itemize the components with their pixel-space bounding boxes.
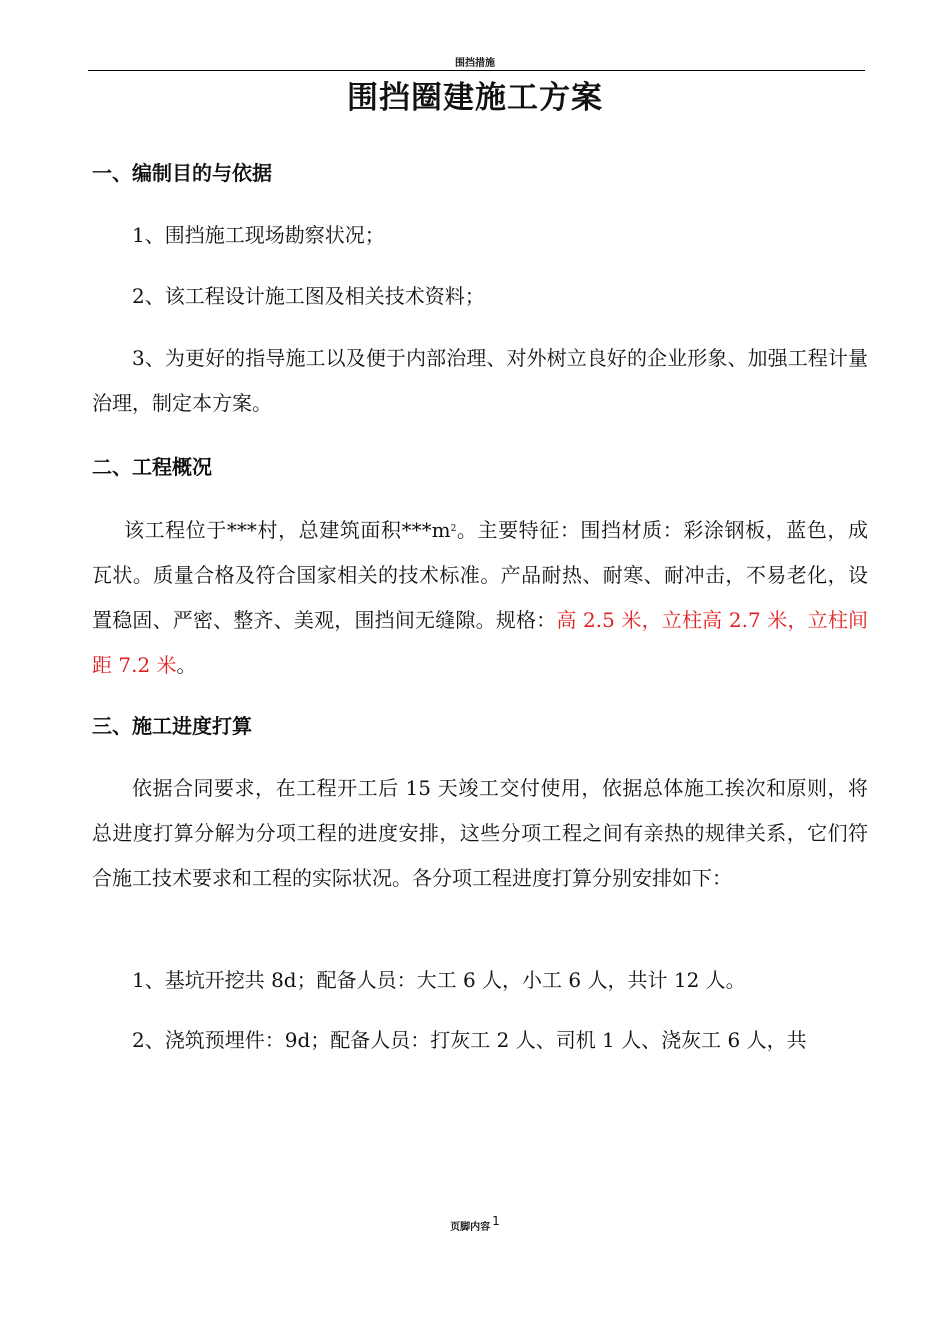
header-rule [88, 70, 865, 71]
page-footer [0, 1214, 950, 1235]
running-header: 围挡措施 [455, 58, 495, 69]
specification-highlight: 高 2.5 米，立柱高 2.7 米，立柱间距 7.2 米 [92, 608, 869, 677]
footer-label: 页脚内容 [450, 1222, 491, 1233]
overview-text-2: 。主要特征：围挡材质：彩涂钢板，蓝色，成瓦状。质量合格及符合国家相关的技术标准。产品耐热、耐寒、耐冲击，不易老化，设置稳固、严密、整齐、美观，围挡间无缝隙。规格： [92, 518, 869, 632]
section-heading-2: 二、工程概况 [92, 455, 212, 479]
overview-text-1: 该工程位于***村，总建筑面积***m [124, 518, 451, 542]
list-item: 2、浇筑预埋件：9d；配备人员：打灰工 2 人、司机 1 人、浇灰工 6 人，共 [132, 1028, 807, 1052]
list-item: 3、为更好的指导施工以及便于内部治理、对外树立良好的企业形象、加强工程计量治理，制定本方案。 [92, 346, 868, 415]
list-item: 1、围挡施工现场勘察状况； [132, 223, 385, 247]
section-heading-3: 三、施工进度打算 [92, 714, 252, 738]
schedule-paragraph: 依据合同要求，在工程开工后 15 天竣工交付使用，依据总体施工挨次和原则，将总进度打算分解为分项工程的进度安排，这些分项工程之间有亲热的规律关系，它们符合施工技术要求和工程的实际状况。各分项工程进度打算分别安排如下： [92, 776, 868, 890]
page-number: 1 [492, 1214, 500, 1228]
list-item: 1、基坑开挖共 8d；配备人员：大工 6 人，小工 6 人，共计 12 人。 [132, 968, 746, 992]
section-heading-1: 一、编制目的与依据 [92, 161, 272, 185]
list-item: 2、该工程设计施工图及相关技术资料； [132, 284, 485, 308]
overview-text-end: 。 [176, 653, 197, 677]
overview-paragraph [92, 507, 868, 688]
document-title: 围挡圈建施工方案 [347, 80, 603, 116]
area-unit-superscript: 2 [450, 524, 457, 534]
